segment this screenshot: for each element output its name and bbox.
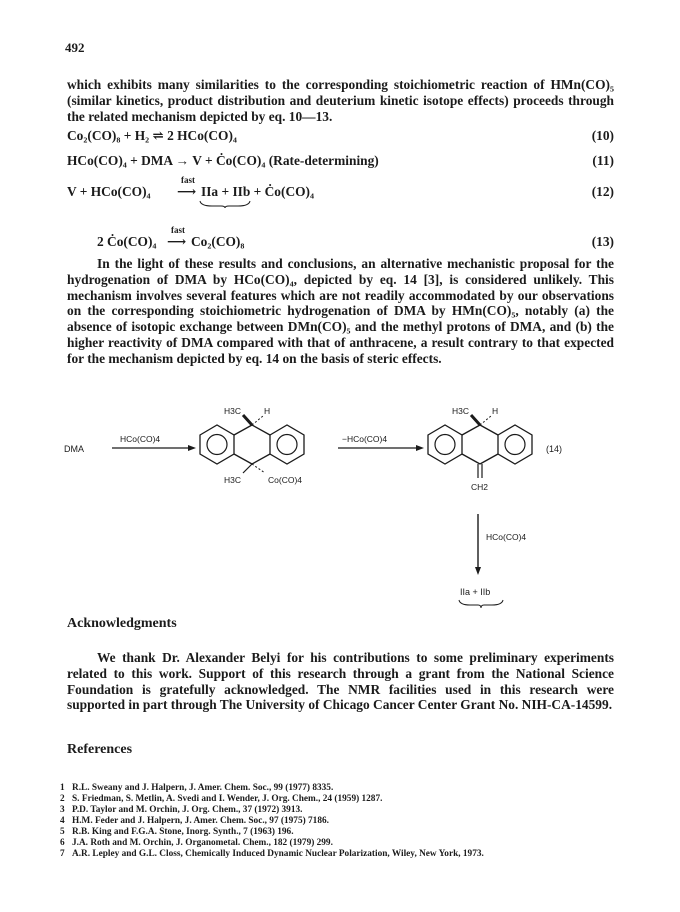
equation-expression: Co₂(CO)₈	[191, 234, 245, 249]
reaction-arrow: ⟶	[167, 234, 187, 249]
reference-number: 5	[60, 827, 65, 837]
acknowledgments-paragraph: We thank Dr. Alexander Belyi for his contributions to some preliminary experiments related to this work. Support of this research through a grant from the National Science Foundation is gratefully acknowledged. The NMR facilities used in this research were supported in part through The University of Chicago Cancer Center Grant No. NIH-CA-14599.	[67, 650, 614, 713]
int2-top-right-label: H	[492, 406, 499, 416]
page-number: 492	[65, 40, 85, 55]
scheme-arrow3-label: HCo(CO)4	[486, 532, 527, 542]
reference-item	[60, 805, 620, 816]
reference-number: 2	[60, 794, 65, 804]
reference-item	[60, 849, 620, 860]
scheme-arrow1-label: HCo(CO)4	[120, 434, 161, 444]
reference-number: 6	[60, 838, 65, 848]
reference-text: H.M. Feder and J. Halpern, J. Amer. Chem. Soc., 97 (1975) 7186.	[72, 816, 329, 826]
reference-list	[60, 783, 620, 860]
equation-12	[67, 175, 614, 202]
scheme-equation-number: (14)	[546, 444, 563, 454]
product-brace	[199, 200, 251, 208]
int1-top-left-label: H3C	[224, 406, 242, 416]
intermediate-2	[428, 406, 532, 492]
scheme-products: IIa + IIb	[460, 587, 491, 597]
references-heading: References	[67, 742, 133, 757]
reference-text: R.B. King and F.G.A. Stone, Inorg. Synth., 7 (1963) 196.	[72, 827, 294, 837]
reference-text: A.R. Lepley and G.L. Closs, Chemically Induced Dynamic Nuclear Polarization, Wiley, New York, 1973.	[72, 849, 484, 859]
reference-text: R.L. Sweany and J. Halpern, J. Amer. Chem. Soc., 99 (1977) 8335.	[72, 783, 334, 793]
products-brace	[459, 600, 503, 608]
reference-item	[60, 838, 620, 849]
reference-item	[60, 827, 620, 838]
discussion-paragraph: In the light of these results and conclusions, an alternative mechanistic proposal for the hydrogenation of DMA by HCo(CO)₄, depicted by eq. 14 [3], is considered unlikely. This mechanism involves several features which are not readily accommodated by our observations on the corresponding stoichiometric hydrogenation of DMA by HMn(CO)₅, notably (a) the absence of isotopic exchange between DMn(CO)₅ and the methyl protons of DMA, and (b) the higher reactivity of DMA compared with that of anthracene, a result contrary to that expected for the mechanism depicted by eq. 14 on the basis of steric effects.	[67, 256, 614, 366]
reference-number: 7	[60, 849, 65, 859]
intro-paragraph: which exhibits many similarities to the corresponding stoichiometric reaction of HMn(CO)₅ (similar kinetics, product distribution and deuterium kinetic isotope effects) proceeds through the related mechanism depicted by eq. 10—13.	[67, 77, 614, 124]
fast-arrow-label: fast	[171, 225, 185, 235]
int2-top-left-label: H3C	[452, 406, 470, 416]
int2-bottom-label: CH2	[471, 482, 489, 492]
reference-item	[60, 783, 620, 794]
equation-expression: V + HCo(CO)₄	[67, 184, 151, 199]
int1-top-right-label: H	[264, 406, 271, 416]
equation-11	[67, 153, 614, 171]
scheme-arrow2-label: −HCo(CO)4	[342, 434, 388, 444]
equation-number: (11)	[592, 153, 614, 168]
reference-item	[60, 816, 620, 827]
reference-item	[60, 794, 620, 805]
reaction-scheme-14	[60, 402, 620, 622]
reference-number: 4	[60, 816, 65, 826]
reaction-arrow: ⟶	[177, 184, 197, 199]
scheme-start-label: DMA	[64, 444, 84, 454]
reference-number: 3	[60, 805, 65, 815]
equation-expression: 2 Ċo(CO)₄	[97, 234, 157, 249]
acknowledgments-heading: Acknowledgments	[67, 616, 177, 631]
equation-13	[67, 225, 614, 252]
equation-number: (13)	[591, 234, 614, 249]
equation-expression: IIa + IIb + Ċo(CO)₄	[201, 184, 315, 199]
int1-bottom-left-label: H3C	[224, 475, 242, 485]
equation-number: (12)	[591, 184, 614, 199]
fast-arrow-label: fast	[181, 175, 195, 185]
equation-10	[67, 128, 614, 146]
reference-text: S. Friedman, S. Metlin, A. Svedi and I. Wender, J. Org. Chem., 24 (1959) 1287.	[72, 794, 383, 804]
equation-expression: HCo(CO)₄ + DMA → V + Ċo(CO)₄ (Rate-determining)	[67, 153, 379, 168]
int1-bottom-right-label: Co(CO)4	[268, 475, 303, 485]
intermediate-1	[200, 406, 304, 485]
reference-number: 1	[60, 783, 65, 793]
equation-number: (10)	[591, 128, 614, 143]
reference-text: J.A. Roth and M. Orchin, J. Organometal. Chem., 182 (1979) 299.	[72, 838, 333, 848]
reference-text: P.D. Taylor and M. Orchin, J. Org. Chem., 37 (1972) 3913.	[72, 805, 303, 815]
equation-expression: Co₂(CO)₈ + H₂ ⇌ 2 HCo(CO)₄	[67, 128, 237, 143]
